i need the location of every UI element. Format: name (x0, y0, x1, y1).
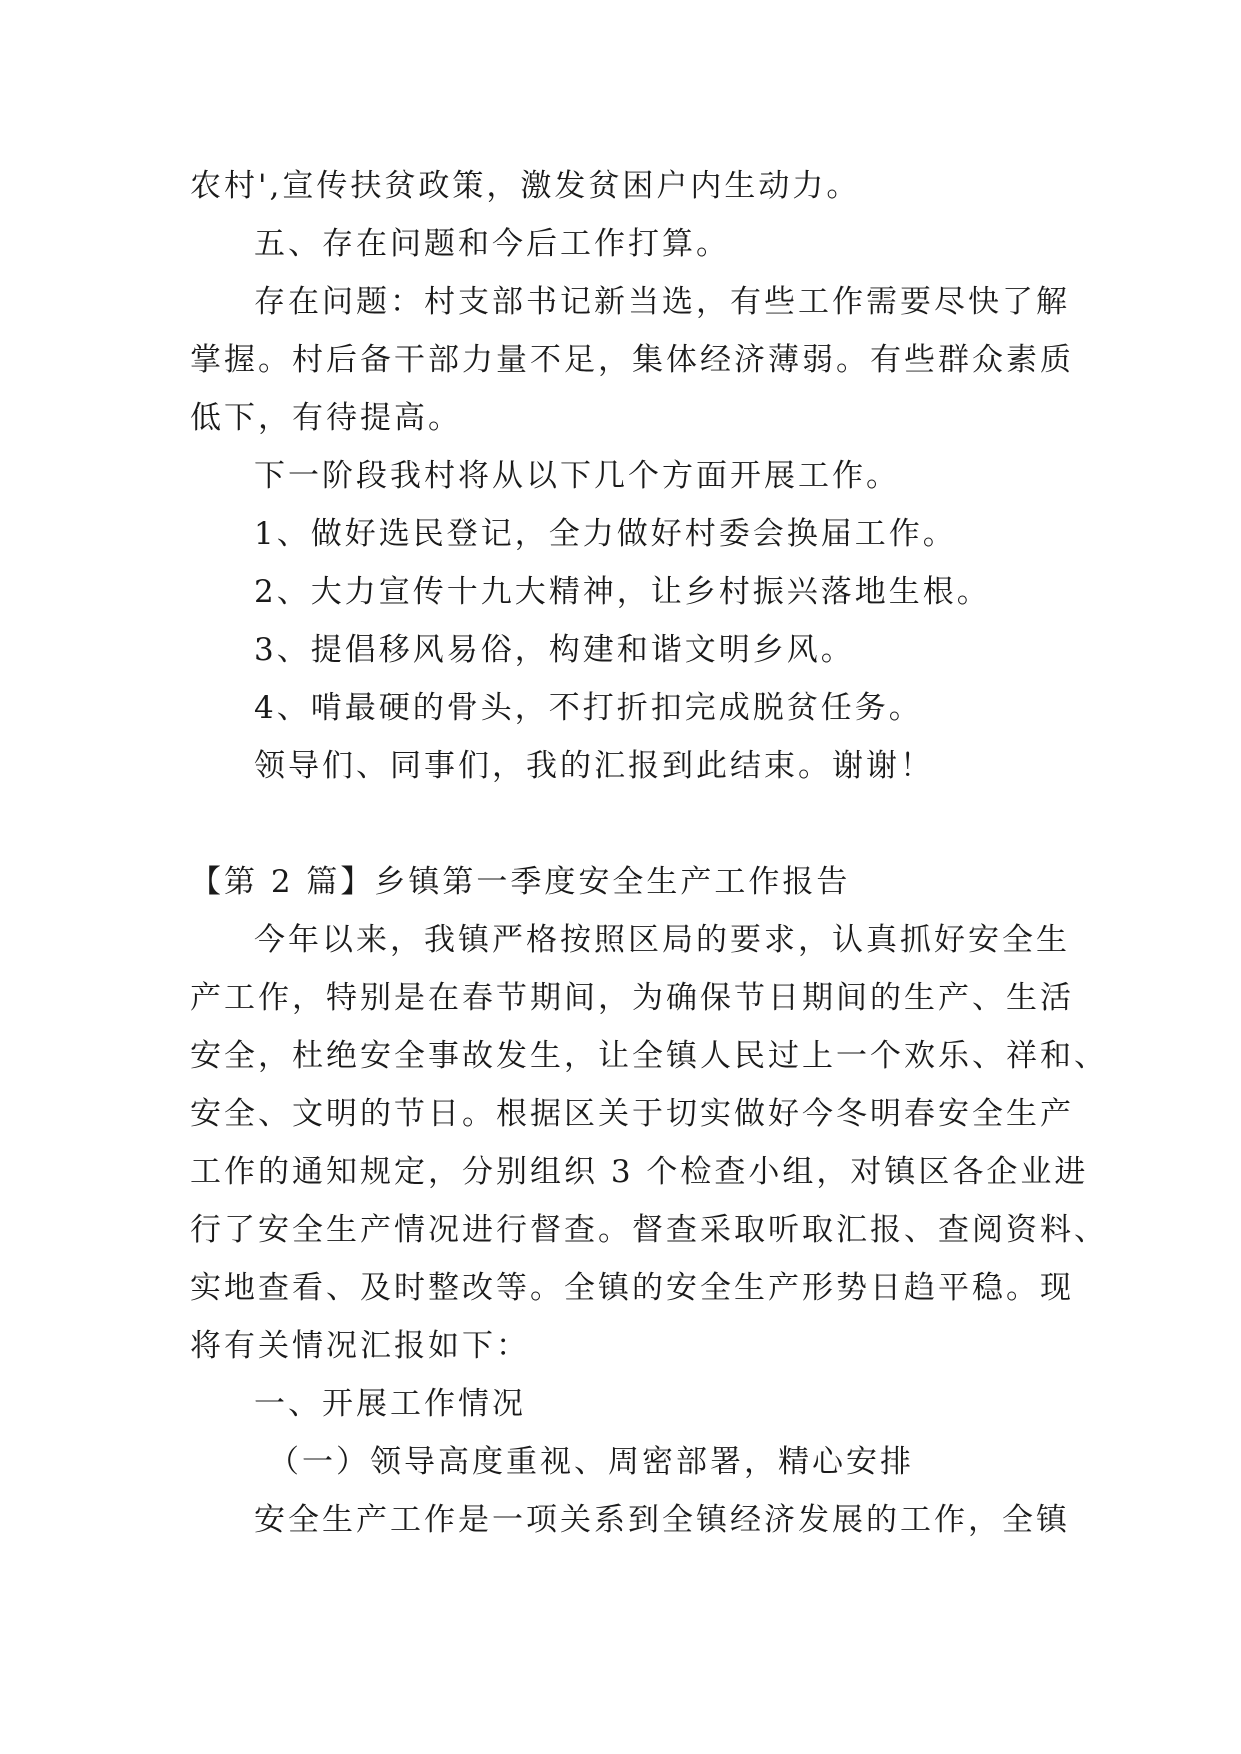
list-item: 1、做好选民登记，全力做好村委会换届工作。 (254, 516, 957, 552)
text-line: 安全生产工作是一项关系到全镇经济发展的工作，全镇 (254, 1502, 1070, 1538)
list-item: 2、大力宣传十九大精神，让乡村振兴落地生根。 (254, 574, 991, 610)
text-line: 农村',宣传扶贫政策，激发贫困户内生动力。 (190, 168, 861, 204)
text-line: 下一阶段我村将从以下几个方面开展工作。 (254, 458, 900, 494)
text-line: 安全、文明的节日。根据区关于切实做好今冬明春安全生产 (190, 1096, 1074, 1132)
article-title: 【第 2 篇】乡镇第一季度安全生产工作报告 (190, 864, 851, 900)
text-line: 实地查看、及时整改等。全镇的安全生产形势日趋平稳。现 (190, 1270, 1074, 1306)
text-line: 行了安全生产情况进行督查。督查采取听取汇报、查阅资料、 (190, 1212, 1108, 1248)
subsection-heading: （一）领导高度重视、周密部署，精心安排 (268, 1444, 914, 1480)
text-line: 将有关情况汇报如下： (190, 1328, 530, 1364)
text-line: 工作的通知规定，分别组织 3 个检查小组，对镇区各企业进 (190, 1154, 1089, 1190)
text-line: 掌握。村后备干部力量不足，集体经济薄弱。有些群众素质 (190, 342, 1074, 378)
text-line: 今年以来，我镇严格按照区局的要求，认真抓好安全生 (254, 922, 1070, 958)
section-heading: 五、存在问题和今后工作打算。 (254, 226, 730, 262)
section-heading: 一、开展工作情况 (254, 1386, 526, 1422)
text-line: 领导们、同事们，我的汇报到此结束。谢谢！ (254, 748, 934, 784)
text-line: 存在问题：村支部书记新当选，有些工作需要尽快了解 (254, 284, 1070, 320)
text-line: 产工作，特别是在春节期间，为确保节日期间的生产、生活 (190, 980, 1074, 1016)
list-item: 4、啃最硬的骨头，不打折扣完成脱贫任务。 (254, 690, 923, 726)
list-item: 3、提倡移风易俗，构建和谐文明乡风。 (254, 632, 855, 668)
text-line: 安全，杜绝安全事故发生，让全镇人民过上一个欢乐、祥和、 (190, 1038, 1108, 1074)
text-line: 低下，有待提高。 (190, 400, 462, 436)
